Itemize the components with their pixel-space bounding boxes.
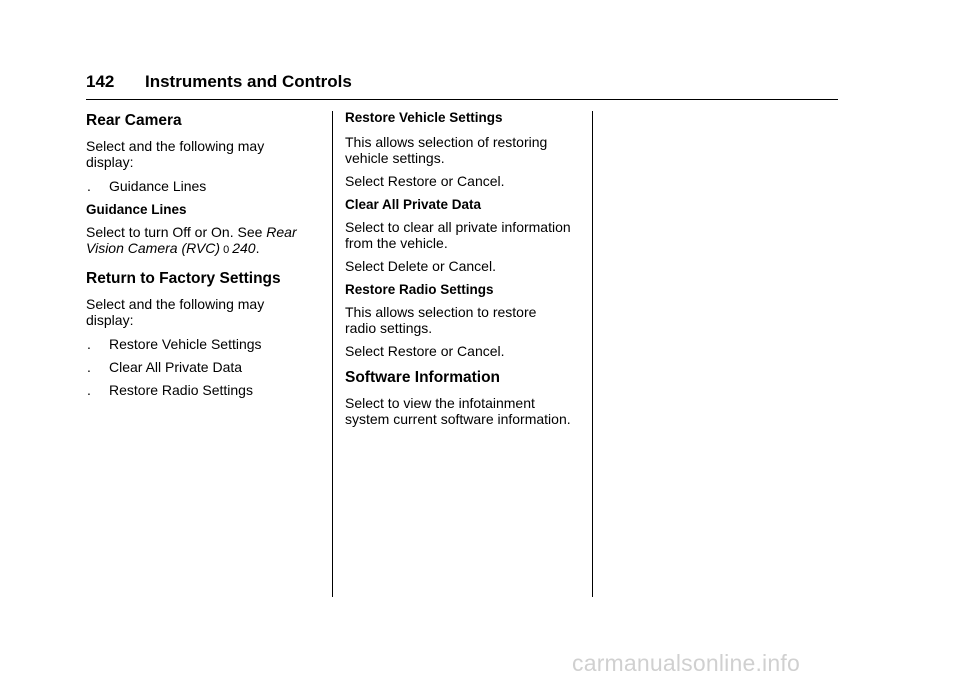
restore-radio-heading: Restore Radio Settings xyxy=(345,282,494,297)
software-info-line1: Select to view the infotainment xyxy=(345,395,535,411)
column-divider-left xyxy=(332,111,333,597)
list-item-label: Guidance Lines xyxy=(109,178,207,194)
rear-vision-camera-link-cont[interactable]: Vision Camera (RVC) xyxy=(86,240,221,256)
column-divider-right xyxy=(592,111,593,597)
list-item-label: Restore Radio Settings xyxy=(109,382,253,398)
restore-radio-line1: This allows selection to restore xyxy=(345,304,537,320)
clear-private-heading: Clear All Private Data xyxy=(345,197,482,212)
rear-camera-intro-line1: Select and the following may xyxy=(86,138,265,154)
software-info-heading: Software Information xyxy=(345,369,501,386)
reference-period: . xyxy=(255,240,260,256)
clear-private-select: Select Delete or Cancel. xyxy=(345,258,496,274)
restore-radio-line2: radio settings. xyxy=(345,320,433,336)
restore-vehicle-line2: vehicle settings. xyxy=(345,150,445,166)
list-item-label: Restore Vehicle Settings xyxy=(109,336,262,352)
list-item xyxy=(86,178,321,194)
list-item xyxy=(86,336,321,352)
list-item-label: Clear All Private Data xyxy=(109,359,243,375)
guidance-lines-text-line1 xyxy=(86,224,321,240)
list-item xyxy=(86,359,321,375)
return-factory-intro-line2: display: xyxy=(86,312,134,328)
rear-camera-heading: Rear Camera xyxy=(86,112,182,129)
page-reference-number[interactable]: 240 xyxy=(232,240,256,256)
bullet-marker: . xyxy=(87,359,91,375)
page-header xyxy=(86,70,838,98)
bullet-marker: . xyxy=(87,382,91,398)
section-title: Instruments and Controls xyxy=(145,72,352,91)
clear-private-line1: Select to clear all private information xyxy=(345,219,571,235)
rear-vision-camera-link[interactable]: Rear xyxy=(266,224,297,240)
restore-radio-select: Select Restore or Cancel. xyxy=(345,343,505,359)
list-item xyxy=(86,382,321,398)
restore-vehicle-heading: Restore Vehicle Settings xyxy=(345,110,503,125)
restore-vehicle-line1: This allows selection of restoring xyxy=(345,134,548,150)
clear-private-line2: from the vehicle. xyxy=(345,235,448,251)
watermark-text: carmanualsonline.info xyxy=(572,650,800,676)
guidance-lines-text: Select to turn Off or On. See xyxy=(86,224,267,240)
software-info-line2: system current software information. xyxy=(345,411,571,427)
return-factory-intro-line1: Select and the following may xyxy=(86,296,265,312)
page-reference-icon: 0 xyxy=(223,244,230,256)
guidance-lines-text-line2 xyxy=(86,240,321,258)
bullet-marker: . xyxy=(87,336,91,352)
column-left xyxy=(86,108,321,398)
bullet-marker: . xyxy=(87,178,91,194)
header-rule xyxy=(86,99,838,100)
page-number: 142 xyxy=(86,72,115,91)
rear-camera-intro-line2: display: xyxy=(86,154,134,170)
guidance-lines-heading: Guidance Lines xyxy=(86,202,187,217)
restore-vehicle-select: Select Restore or Cancel. xyxy=(345,173,505,189)
return-factory-heading: Return to Factory Settings xyxy=(86,270,281,287)
column-middle xyxy=(345,108,585,427)
